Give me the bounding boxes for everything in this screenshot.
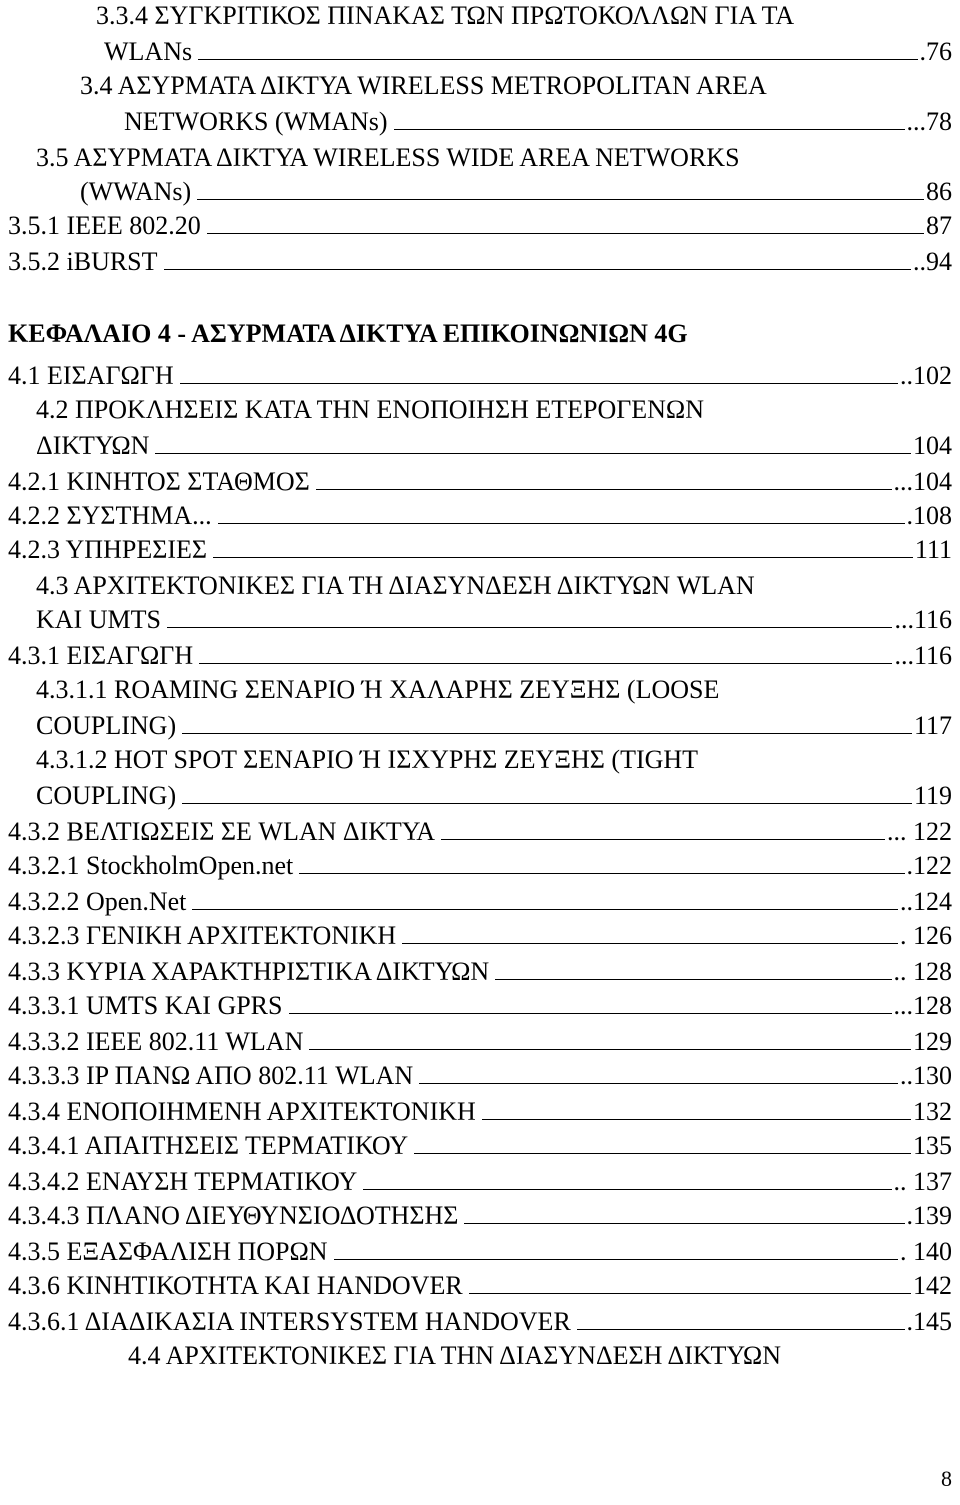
toc-entry — [8, 500, 952, 532]
toc-entry-title: 3.4 ΑΣΥΡΜΑΤΑ ΔΙΚΤΥΑ WIRELESS METROPOLITAN AREA — [80, 71, 767, 100]
toc-entry-title: 4.3.4.2 ΕΝΑΥΣΗ ΤΕΡΜΑΤΙΚΟΥ — [8, 1167, 358, 1196]
toc-entry — [8, 1026, 952, 1058]
toc-entry-title: 4.2 ΠΡΟΚΛΗΣΕΙΣ ΚΑΤΑ ΤΗΝ ΕΝΟΠΟΙΗΣΗ ΕΤΕΡΟΓΕΝΩΝ — [36, 395, 705, 424]
chapter-heading — [8, 318, 952, 350]
leader-line — [182, 733, 912, 734]
toc-entry — [8, 1200, 952, 1232]
toc-entry — [8, 1130, 952, 1162]
leader-line — [167, 627, 893, 628]
toc-entry-title: ΚΑΙ UMTS — [36, 605, 161, 634]
leader-line — [309, 1049, 911, 1050]
toc-entry — [36, 674, 952, 706]
toc-entry — [8, 1166, 952, 1198]
toc-entry — [8, 816, 952, 848]
leader-line — [363, 1189, 891, 1190]
toc-entry-title: 4.3.3 ΚΥΡΙΑ ΧΑΡΑΚΤΗΡΙΣΤΙΚΑ ΔΙΚΤΥΩΝ — [8, 957, 490, 986]
toc-page-number: 129 — [913, 1027, 952, 1056]
toc-page-number: 135 — [913, 1131, 952, 1160]
toc-entry — [8, 850, 952, 882]
leader-line — [198, 59, 917, 60]
toc-page-number: .108 — [906, 501, 952, 530]
toc-page-number: 119 — [913, 781, 952, 810]
toc-page-number: ..124 — [900, 887, 952, 916]
toc-entry — [8, 920, 952, 952]
toc-entry — [96, 0, 952, 32]
toc-entry — [124, 106, 952, 138]
toc-entry — [8, 886, 952, 918]
toc-entry — [36, 570, 952, 602]
toc-entry-title: 4.3.2 ΒΕΛΤΙΩΣΕΙΣ ΣΕ WLAN ΔΙΚΤΥΑ — [8, 817, 436, 846]
toc-entry-title: 4.3.3.3 IP ΠΑΝΩ ΑΠΟ 802.11 WLAN — [8, 1061, 414, 1090]
leader-line — [199, 663, 892, 664]
toc-entry-title: 4.3.1.1 ROAMING ΣΕΝΑΡΙΟ Ή ΧΑΛΑΡΗΣ ΖΕΥΞΗΣ (LOOSE — [36, 675, 720, 704]
leader-line — [469, 1293, 911, 1294]
toc-entry — [80, 70, 952, 102]
toc-entry — [8, 466, 952, 498]
toc-entry — [8, 956, 952, 988]
toc-page-number: 87 — [926, 211, 952, 240]
toc-page-number: .122 — [906, 851, 952, 880]
leader-line — [482, 1119, 911, 1120]
toc-entry-title: 4.3.4.3 ΠΛΑΝΟ ΔΙΕΥΘΥΝΣΙΟΔΟΤΗΣΗΣ — [8, 1201, 459, 1230]
toc-entry — [36, 394, 952, 426]
toc-entry-title: 4.2.3 ΥΠΗΡΕΣΙΕΣ — [8, 535, 208, 564]
toc-entry — [8, 210, 952, 242]
toc-entry-title: 4.3.4 ΕΝΟΠΟΙΗΜΕΝΗ ΑΡΧΙΤΕΚΤΟΝΙΚΗ — [8, 1097, 476, 1126]
toc-entry — [104, 36, 952, 68]
toc-page-number: 104 — [913, 431, 952, 460]
toc-entry-title: 4.3.1 ΕΙΣΑΓΩΓΗ — [8, 641, 194, 670]
toc-page-number: ... 122 — [887, 817, 952, 846]
toc-page-number: ...116 — [894, 605, 952, 634]
toc-entry — [8, 246, 952, 278]
leader-line — [164, 269, 911, 270]
leader-line — [577, 1329, 905, 1330]
toc-page-number: ...104 — [893, 467, 952, 496]
leader-line — [394, 129, 905, 130]
toc-entry — [36, 604, 952, 636]
toc-entry — [8, 534, 952, 566]
toc-entry-title: 4.3.2.1 StockholmOpen.net — [8, 851, 294, 880]
leader-line — [289, 1013, 892, 1014]
toc-page-number: 132 — [913, 1097, 952, 1126]
toc-entry — [8, 1096, 952, 1128]
toc-entry-title: 4.3.1.2 HOT SPOT ΣΕΝΑΡΙΟ Ή ΙΣΧΥΡΗΣ ΖΕΥΞΗΣ (TIGHT — [36, 745, 699, 774]
toc-page-number: 86 — [926, 177, 952, 206]
toc-entry-title: 3.5.2 iBURST — [8, 247, 158, 276]
toc-entry-title: 4.3.2.2 Open.Net — [8, 887, 187, 916]
toc-page-number: . 126 — [900, 921, 952, 950]
toc-entry-title: COUPLING) — [36, 711, 177, 740]
toc-entry — [8, 640, 952, 672]
toc-page-number: ...128 — [893, 991, 952, 1020]
toc-entry — [36, 744, 952, 776]
leader-line — [180, 383, 898, 384]
leader-line — [495, 979, 891, 980]
toc-page-number: .139 — [906, 1201, 952, 1230]
toc-page-number: .76 — [919, 37, 952, 66]
leader-line — [155, 453, 911, 454]
toc-entry-title: 4.3.3.1 UMTS ΚΑΙ GPRS — [8, 991, 283, 1020]
leader-line — [316, 489, 892, 490]
leader-line — [299, 873, 904, 874]
leader-line — [334, 1259, 898, 1260]
toc-entry — [36, 430, 952, 462]
toc-entry — [8, 360, 952, 392]
toc-entry — [8, 1060, 952, 1092]
toc-entry — [8, 1236, 952, 1268]
leader-line — [197, 199, 924, 200]
page-number: 8 — [941, 1466, 952, 1491]
chapter-title: ΚΕΦΑΛΑΙΟ 4 - ΑΣΥΡΜΑΤΑ ΔΙΚΤΥΑ ΕΠΙΚΟΙΝΩΝΙΩΝ 4G — [8, 319, 688, 348]
leader-line — [218, 523, 905, 524]
toc-entry — [36, 710, 952, 742]
leader-line — [402, 943, 898, 944]
toc-entry — [8, 990, 952, 1022]
toc-page-number: ..94 — [913, 247, 952, 276]
toc-entry-title: 4.3.6.1 ΔΙΑΔΙΚΑΣΙΑ INTERSYSTEM HANDOVER — [8, 1307, 571, 1336]
toc-page-number: .. 128 — [893, 957, 952, 986]
toc-entry-title: 4.2.1 ΚΙΝΗΤΟΣ ΣΤΑΘΜΟΣ — [8, 467, 310, 496]
toc-entry — [36, 142, 952, 174]
toc-entry-title: WLANs — [104, 37, 193, 66]
toc-entry — [8, 1306, 952, 1338]
toc-entry — [36, 780, 952, 812]
toc-entry-title: NETWORKS (WMANs) — [124, 107, 388, 136]
toc-page-number: ..130 — [900, 1061, 952, 1090]
toc-page-number: .. 137 — [893, 1167, 952, 1196]
toc-entry-title: ΔΙΚΤΥΩΝ — [36, 431, 150, 460]
toc-entry-title: 4.3 ΑΡΧΙΤΕΚΤΟΝΙΚΕΣ ΓΙΑ ΤΗ ΔΙΑΣΥΝΔΕΣΗ ΔΙΚΤΥΩΝ WLAN — [36, 571, 755, 600]
toc-entry-title: 3.3.4 ΣΥΓΚΡΙΤΙΚΟΣ ΠΙΝΑΚΑΣ ΤΩΝ ΠΡΩΤΟΚΟΛΛΩΝ ΓΙΑ ΤΑ — [96, 1, 795, 30]
leader-line — [419, 1083, 898, 1084]
toc-entry-title: 4.3.2.3 ΓΕΝΙΚΗ ΑΡΧΙΤΕΚΤΟΝΙΚΗ — [8, 921, 397, 950]
toc-page-number: 111 — [914, 535, 952, 564]
toc-entry-title: 3.5.1 IEEE 802.20 — [8, 211, 201, 240]
toc-page-number: .145 — [906, 1307, 952, 1336]
leader-line — [464, 1223, 904, 1224]
leader-line — [441, 839, 885, 840]
toc-entry — [8, 1270, 952, 1302]
toc-entry-title: 4.1 ΕΙΣΑΓΩΓΗ — [8, 361, 174, 390]
toc-entry-title: 4.3.6 ΚΙΝΗΤΙΚΟΤΗΤΑ ΚΑΙ HANDOVER — [8, 1271, 463, 1300]
leader-line — [192, 909, 898, 910]
toc-entry-title: 4.3.4.1 ΑΠΑΙΤΗΣΕΙΣ ΤΕΡΜΑΤΙΚΟΥ — [8, 1131, 409, 1160]
toc-entry — [128, 1340, 952, 1372]
leader-line — [182, 803, 912, 804]
toc-entry — [80, 176, 952, 208]
toc-entry-title: (WWANs) — [80, 177, 192, 206]
toc-entry-title: 4.3.5 ΕΞΑΣΦΑΛΙΣΗ ΠΟΡΩΝ — [8, 1237, 328, 1266]
toc-entry-title: 4.2.2 ΣΥΣΤΗΜΑ... — [8, 501, 212, 530]
toc-page-number: . 140 — [900, 1237, 952, 1266]
toc-page-number: 142 — [913, 1271, 952, 1300]
toc-page-number: 117 — [913, 711, 952, 740]
leader-line — [414, 1153, 911, 1154]
toc-entry-title: 4.4 ΑΡΧΙΤΕΚΤΟΝΙΚΕΣ ΓΙΑ ΤΗΝ ΔΙΑΣΥΝΔΕΣΗ ΔΙΚΤΥΩΝ — [128, 1341, 781, 1370]
toc-page-number: ...116 — [894, 641, 952, 670]
leader-line — [207, 233, 924, 234]
toc-entry-title: 3.5 ΑΣΥΡΜΑΤΑ ΔΙΚΤΥΑ WIRELESS WIDE AREA NETWORKS — [36, 143, 740, 172]
toc-page-number: ...78 — [906, 107, 952, 136]
leader-line — [213, 557, 913, 558]
toc-entry-title: 4.3.3.2 IEEE 802.11 WLAN — [8, 1027, 304, 1056]
toc-page-number: ..102 — [900, 361, 952, 390]
toc-entry-title: COUPLING) — [36, 781, 177, 810]
